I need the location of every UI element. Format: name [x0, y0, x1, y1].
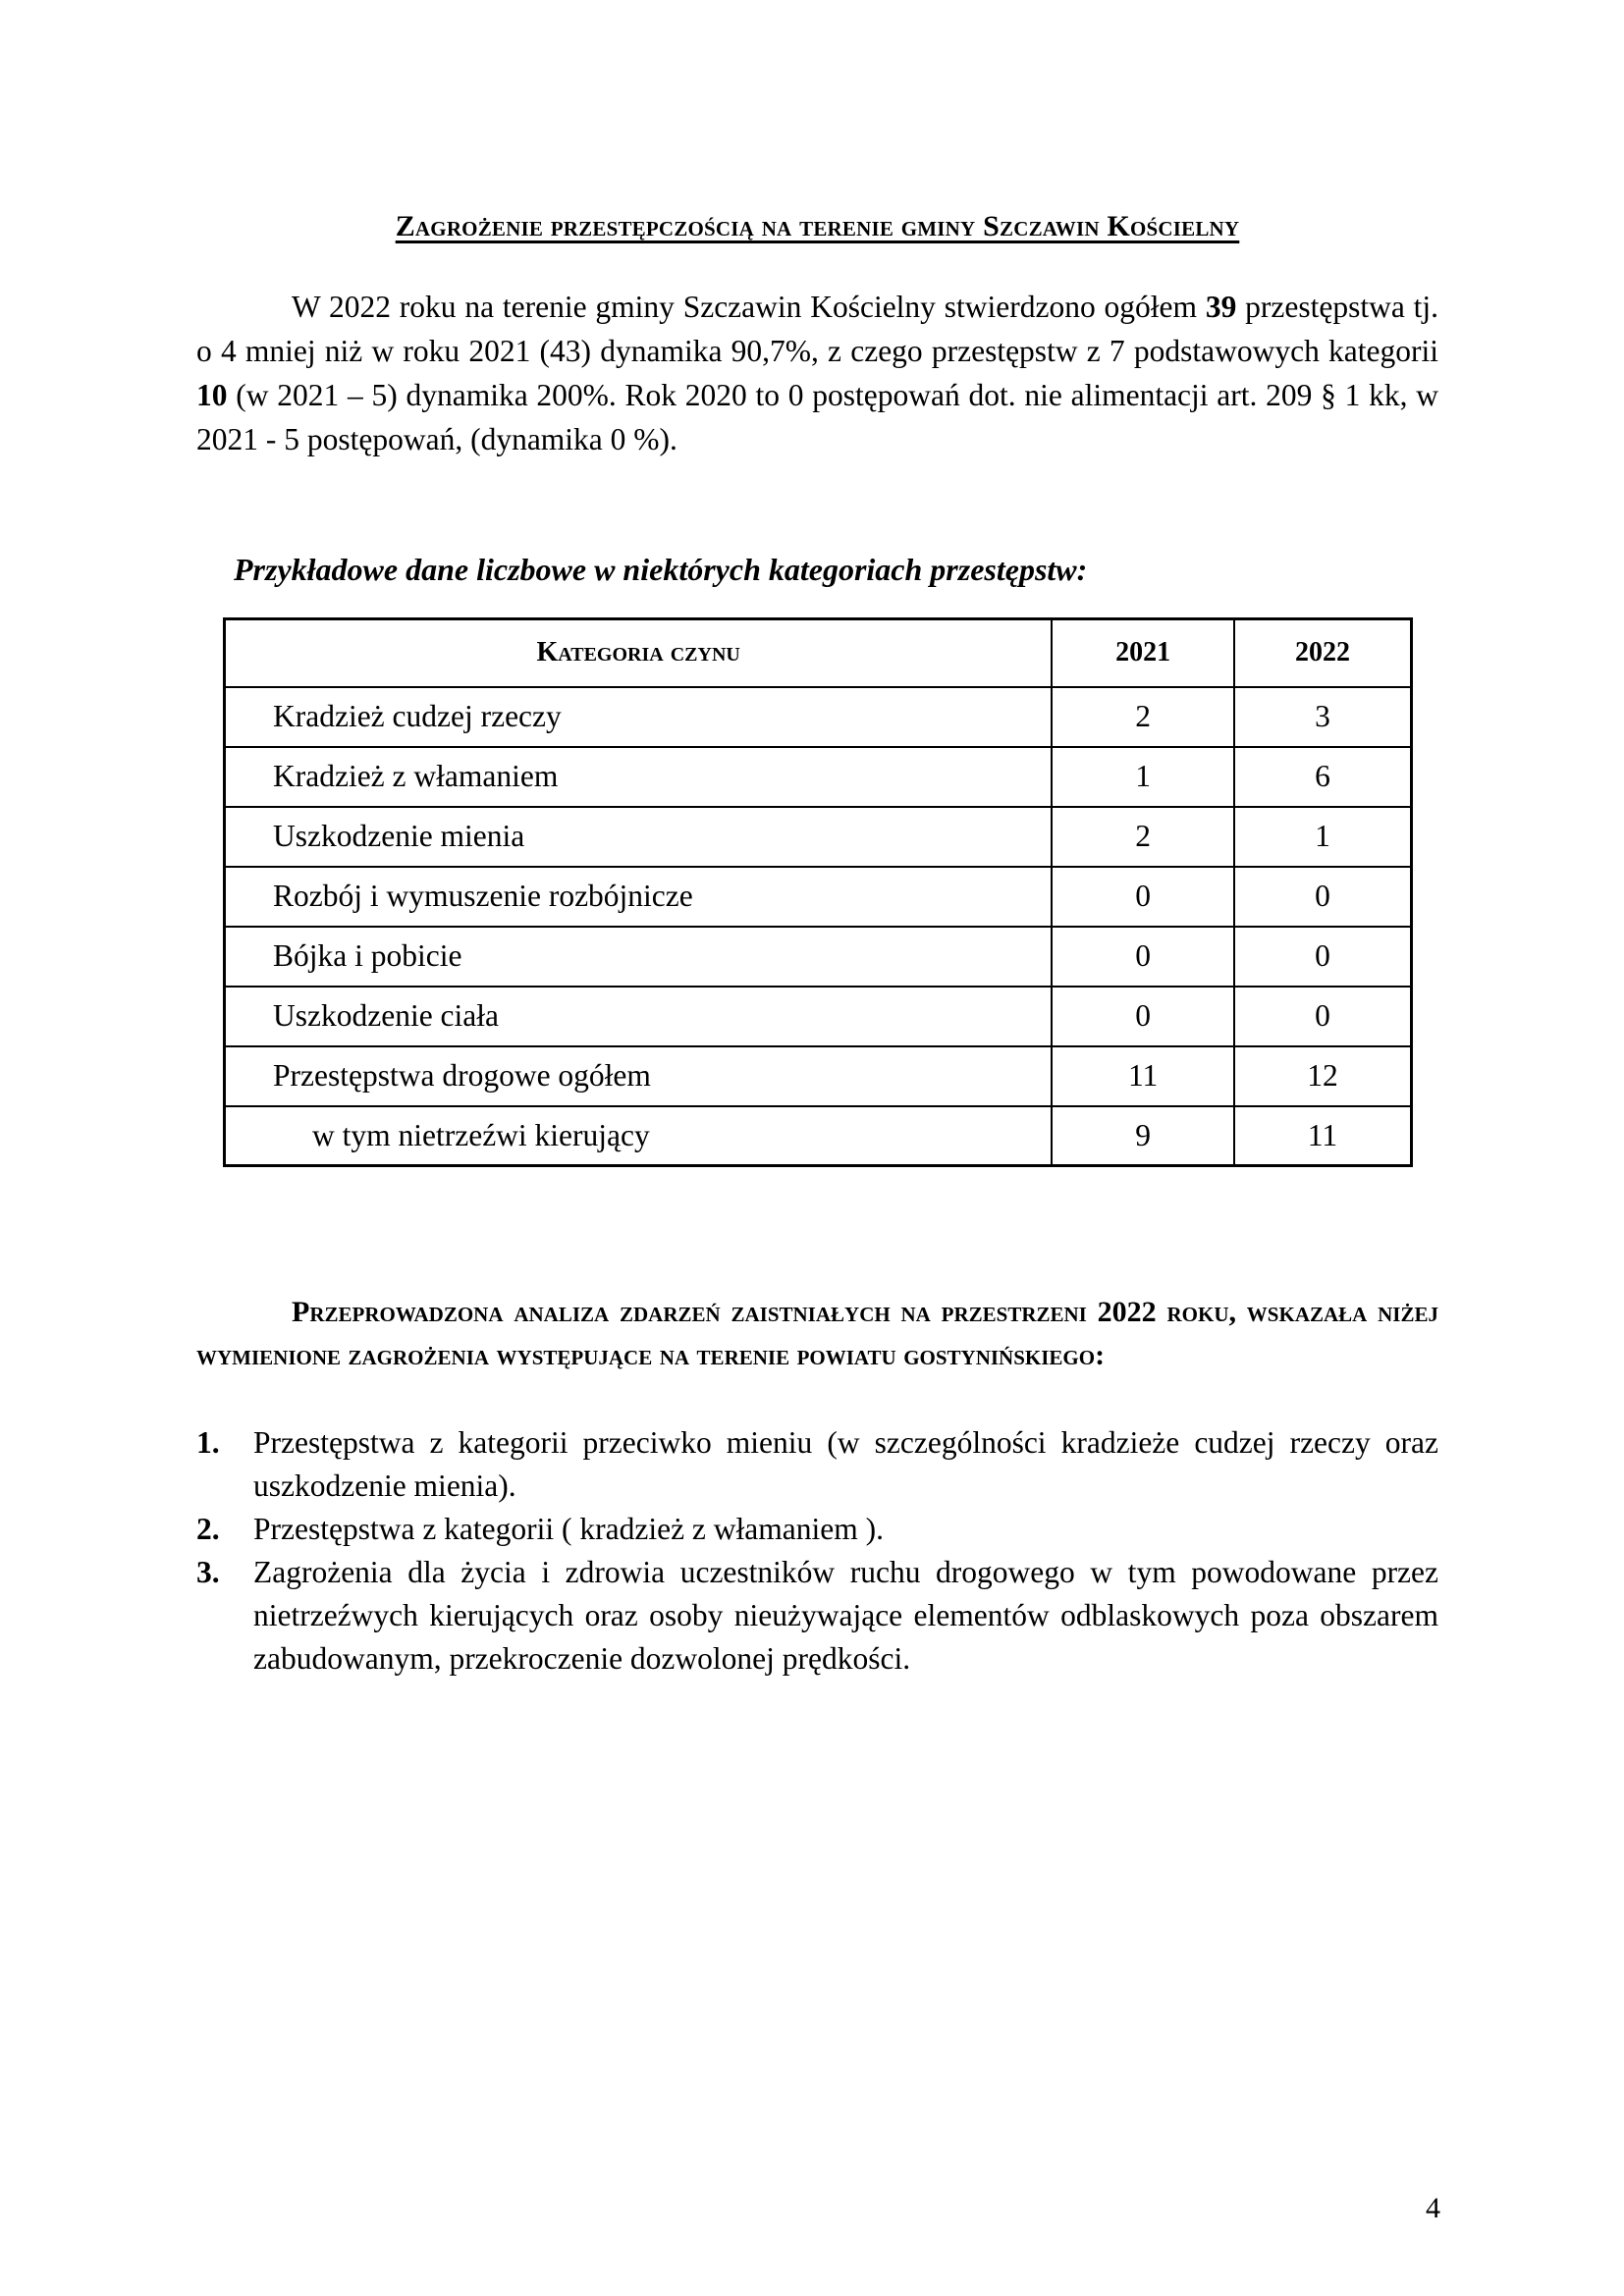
category-cell: Uszkodzenie mienia — [225, 807, 1053, 867]
value-2022-cell: 11 — [1234, 1106, 1412, 1166]
table-row — [225, 747, 1412, 807]
list-item-text: Zagrożenia dla życia i zdrowia uczestników ruchu drogowego w tym powodowane przez nietrzeźwych kierujących oraz osoby nieużywające elementów odblaskowych poza obszarem zabudowanym, przekroczenie dozwolonej prędkości. — [253, 1555, 1438, 1676]
value-2022-cell: 0 — [1234, 987, 1412, 1046]
table-row — [225, 687, 1412, 747]
value-2022-cell: 6 — [1234, 747, 1412, 807]
table-row — [225, 927, 1412, 987]
section-title: Zagrożenie przestępczością na terenie gminy Szczawin Kościelny — [395, 210, 1240, 242]
list-item-number: 3. — [196, 1555, 220, 1589]
value-2021-cell: 0 — [1052, 927, 1234, 987]
subcategory-cell: w tym nietrzeźwi kierujący — [225, 1106, 1053, 1166]
table-row — [225, 987, 1412, 1046]
value-2021-cell: 11 — [1052, 1046, 1234, 1106]
table-row — [225, 867, 1412, 927]
table-header-row — [225, 619, 1412, 687]
category-cell: Bójka i pobicie — [225, 927, 1053, 987]
intro-text-3: (w 2021 – 5) dynamika 200%. Rok 2020 to 0 postępowań dot. nie alimentacji art. 209 § 1 kk, w 2021 - 5 postępowań, (dynamika 0 %). — [196, 378, 1438, 456]
list-item — [196, 1421, 1438, 1508]
intro-basic-2022: 10 — [196, 378, 228, 412]
intro-paragraph — [196, 285, 1438, 461]
value-2022-cell: 12 — [1234, 1046, 1412, 1106]
page-number: 4 — [1426, 2192, 1440, 2224]
category-cell: Rozbój i wymuszenie rozbójnicze — [225, 867, 1053, 927]
value-2021-cell: 9 — [1052, 1106, 1234, 1166]
header-2022: 2022 — [1234, 619, 1412, 687]
value-2022-cell: 0 — [1234, 867, 1412, 927]
table-row — [225, 1046, 1412, 1106]
value-2021-cell: 2 — [1052, 807, 1234, 867]
header-2021: 2021 — [1052, 619, 1234, 687]
intro-text-1: W 2022 roku na terenie gminy Szczawin Kościelny stwierdzono ogółem — [292, 290, 1206, 324]
list-item — [196, 1551, 1438, 1681]
table-row — [225, 807, 1412, 867]
list-item-number: 2. — [196, 1512, 220, 1546]
category-cell: Uszkodzenie ciała — [225, 987, 1053, 1046]
category-cell: Kradzież cudzej rzeczy — [225, 687, 1053, 747]
intro-text-2: przestępstwa tj. o 4 mniej niż w roku 2021 (43) dynamika 90,7%, z czego przestępstw z 7 podstawowych kategorii — [196, 290, 1438, 368]
analysis-heading: Przeprowadzona analiza zdarzeń zaistniałych na przestrzeni 2022 roku, wskazała niżej wymienione zagrożenia występujące na terenie powiatu gostynińskiego: — [196, 1296, 1438, 1371]
value-2021-cell: 0 — [1052, 987, 1234, 1046]
threats-list — [196, 1421, 1438, 1681]
value-2022-cell: 1 — [1234, 807, 1412, 867]
crime-statistics-table — [223, 617, 1413, 1167]
value-2021-cell: 0 — [1052, 867, 1234, 927]
table-caption: Przykładowe dane liczbowe w niektórych kategoriach przestępstw: — [234, 552, 1088, 587]
table-row — [225, 1106, 1412, 1166]
list-item-text: Przestępstwa z kategorii przeciwko mieniu (w szczególności kradzieże cudzej rzeczy oraz uszkodzenie mienia). — [253, 1425, 1438, 1503]
value-2021-cell: 2 — [1052, 687, 1234, 747]
list-item — [196, 1508, 1438, 1551]
list-item-text: Przestępstwa z kategorii ( kradzież z włamaniem ). — [253, 1512, 884, 1546]
category-cell: Kradzież z włamaniem — [225, 747, 1053, 807]
list-item-number: 1. — [196, 1425, 220, 1460]
value-2022-cell: 3 — [1234, 687, 1412, 747]
category-cell: Przestępstwa drogowe ogółem — [225, 1046, 1053, 1106]
value-2021-cell: 1 — [1052, 747, 1234, 807]
header-category: Kategoria czynu — [225, 619, 1053, 687]
intro-total-2022: 39 — [1205, 290, 1237, 324]
value-2022-cell: 0 — [1234, 927, 1412, 987]
